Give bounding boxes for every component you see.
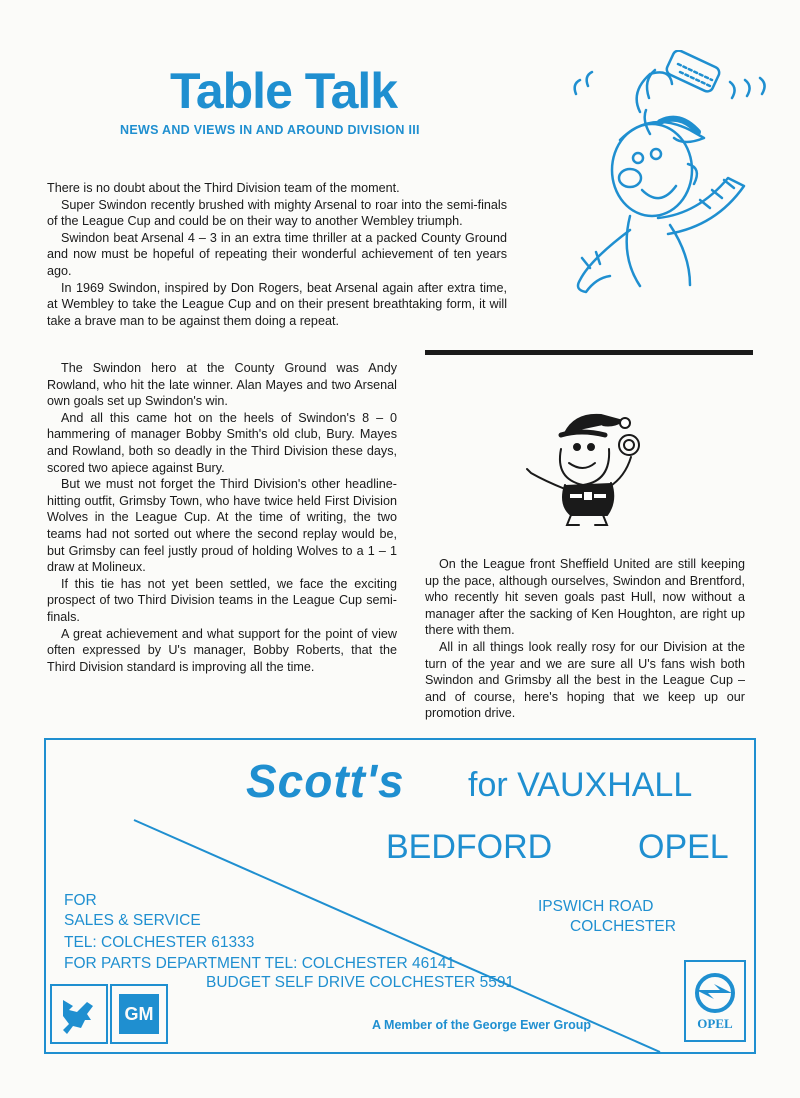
- page-title: Table Talk: [170, 63, 398, 119]
- article-left-column: [47, 360, 397, 675]
- article-intro: [47, 180, 507, 329]
- article-paragraph: A great achievement and what support for the point of view often expressed by U's manager, Bobby Roberts, that the Third Division standard is improving all the time.: [47, 626, 397, 674]
- article-paragraph: All in all things look really rosy for our Division at the turn of the year and we are sure all U's fans wish both Swindon and Grimsby all the best in the League Cup – and of course, here's hoping that we keep up our promotion drive.: [425, 639, 745, 721]
- ad-address-road: IPSWICH ROAD: [538, 898, 654, 915]
- ad-line-tel: TEL: COLCHESTER 61333: [64, 934, 255, 951]
- article-paragraph: But we must not forget the Third Division's other headline-hitting outfit, Grimsby Town, who have twice held First Division Wolves in the League Cup. At the time of writing, the two teams had not sorted out where the second replay would be, but Grimsby can feel justly proud of holding Wolves to a 1 – 1 draw at Molineux.: [47, 477, 397, 575]
- article-paragraph: On the League front Sheffield United are still keeping up the pace, although ourselves, Swindon and Brentford, who recently hit seven goals past Hull, now without a manager after the sacking of Ken Houghton, are right up there with them.: [425, 557, 745, 638]
- ad-brand: Scott's: [246, 755, 405, 807]
- article-paragraph: And all this came hot on the heels of Swindon's 8 – 0 hammering of manager Bobby Smith's old club, Bury. Mayes and Rowland, both so deadly in the Third Division these days, scored two apiece against Bury.: [47, 410, 397, 475]
- ad-bedford: BEDFORD: [386, 828, 553, 866]
- ad-line-parts: FOR PARTS DEPARTMENT TEL: COLCHESTER 46141: [64, 955, 456, 972]
- ad-line-for: FOR: [64, 892, 97, 909]
- article-paragraph: If this tie has not yet been settled, we face the exciting prospect of two Third Division teams in the League Cup semi-finals.: [47, 576, 397, 624]
- opel-bolt-icon: [692, 970, 738, 1016]
- santa-cartoon-icon: [525, 405, 650, 530]
- article-paragraph: In 1969 Swindon, inspired by Don Rogers, beat Arsenal again after extra time, at Wembley to take the League Cup and on their present breathtaking form, it will take a brave man to be against them doing a repeat.: [47, 280, 507, 328]
- section-divider: [425, 350, 753, 355]
- advertisement: [44, 738, 756, 1054]
- opel-logo-text: OPEL: [697, 1016, 733, 1031]
- opel-logo-icon: [684, 960, 746, 1042]
- vauxhall-griffin-icon: [50, 984, 108, 1044]
- ad-for-vauxhall: for VAUXHALL: [468, 766, 693, 804]
- ad-line-budget: BUDGET SELF DRIVE COLCHESTER 5591: [206, 974, 515, 991]
- article-paragraph: Swindon beat Arsenal 4 – 3 in an extra time thriller at a packed County Ground and now must be hopeful of repeating their wonderful achievement of ten years ago.: [47, 230, 507, 278]
- article-paragraph: There is no doubt about the Third Division team of the moment.: [47, 181, 400, 195]
- ad-line-sales: SALES & SERVICE: [64, 912, 201, 929]
- article-right-column: [425, 556, 745, 722]
- article-paragraph: Super Swindon recently brushed with mighty Arsenal to roar into the semi-finals of the League Cup and could be on their way to another Wembley triumph.: [47, 197, 507, 229]
- ad-member: A Member of the George Ewer Group: [372, 1018, 592, 1032]
- gm-logo-text: GM: [119, 994, 159, 1034]
- ad-opel: OPEL: [638, 828, 729, 866]
- article-paragraph: The Swindon hero at the County Ground was Andy Rowland, who hit the late winner. Alan Mayes and two Arsenal own goals set up Swindon's win.: [47, 361, 397, 409]
- cartoon-supporter-icon: [560, 50, 780, 295]
- page-subtitle: NEWS AND VIEWS IN AND AROUND DIVISION III: [120, 123, 420, 137]
- ad-address-town: COLCHESTER: [570, 918, 676, 935]
- gm-logo-icon: [110, 984, 168, 1044]
